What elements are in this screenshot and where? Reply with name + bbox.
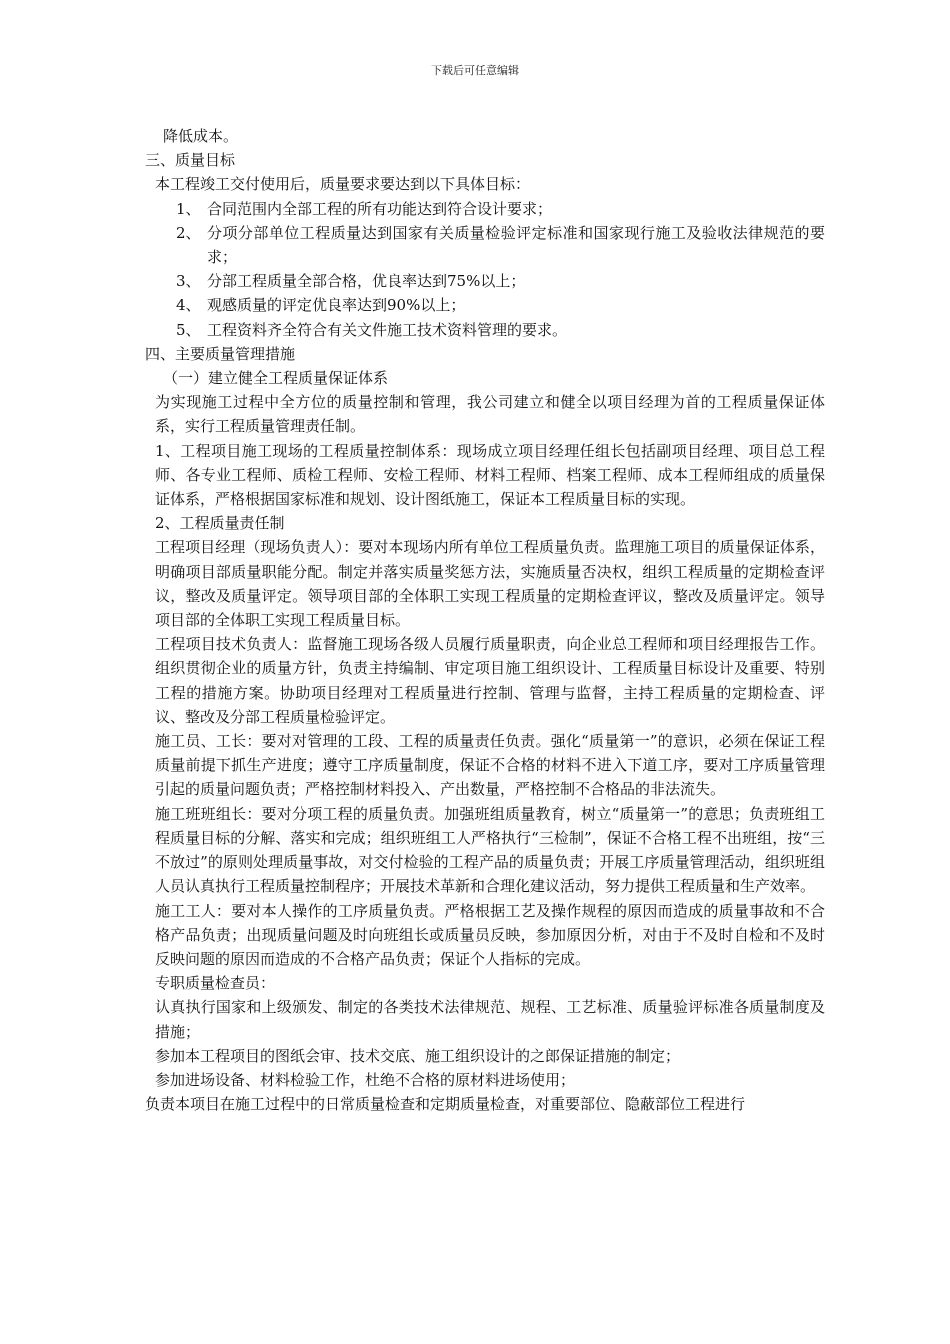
paragraph: 参加进场设备、材料检验工作，杜绝不合格的原材料进场使用； xyxy=(155,1070,576,1089)
goal-number: 3、 xyxy=(176,272,201,291)
goal-number: 4、 xyxy=(176,296,201,315)
paragraph: 本工程竣工交付使用后，质量要求要达到以下具体目标： xyxy=(155,175,531,194)
section-heading-3: 三、质量目标 xyxy=(145,151,236,170)
goal-item-3 xyxy=(145,269,825,293)
document-body xyxy=(145,124,825,1116)
goal-number: 1、 xyxy=(176,199,201,218)
goal-item-5 xyxy=(145,318,825,342)
goal-item-2 xyxy=(145,221,825,269)
goal-number: 5、 xyxy=(176,320,201,339)
paragraph: 1、工程项目施工现场的工程质量控制体系：现场成立项目经理任组长包括副项目经理、项目总工程师、各专业工程师、质检工程师、安检工程师、材料工程师、档案工程师、成本工程师组成的质量保证体系，严格根据国家标准和规划、设计图纸施工，保证本工程质量目标的实现。 xyxy=(155,441,825,509)
goal-text: 分项分部单位工程质量达到国家有关质量检验评定标准和国家现行施工及验收法律规范的要求； xyxy=(207,223,825,267)
paragraph: 负责本项目在施工过程中的日常质量检查和定期质量检查，对重要部位、隐蔽部位工程进行 xyxy=(145,1095,746,1114)
goal-item-4 xyxy=(145,293,825,317)
paragraph: 参加本工程项目的图纸会审、技术交底、施工组织设计的之郎保证措施的制定； xyxy=(155,1046,681,1065)
paragraph: 认真执行国家和上级颁发、制定的各类技术法律规范、规程、工艺标准、质量验评标准各质量制度及措施； xyxy=(155,998,825,1041)
goal-text: 合同范围内全部工程的所有功能达到符合设计要求； xyxy=(207,199,553,218)
goal-item-1 xyxy=(145,197,825,221)
paragraph: 施工员、工长：要对对管理的工段、工程的质量责任负责。强化“质量第一”的意识，必须在保证工程质量前提下抓生产进度；遵守工序质量制度，保证不合格的材料不进入下道工序，要对工序质量管理引起的质量问题负责；严格控制材料投入、产出数量，严格控制不合格品的非法流失。 xyxy=(155,732,825,799)
paragraph: 降低成本。 xyxy=(163,127,239,145)
goal-text: 工程资料齐全符合有关文件施工技术资料管理的要求。 xyxy=(207,320,568,339)
goal-number: 2、 xyxy=(176,223,201,242)
goal-text: 观感质量的评定优良率达到90%以上； xyxy=(207,296,466,315)
paragraph: 施工工人：要对本人操作的工序质量负责。严格根据工艺及操作规程的原因而造成的质量事故和不合格产品负责；出现质量问题及时向班组长或质量员反映，参加原因分析，对由于不及时自检和不及时反映问题的原因而造成的不合格产品负责；保证个人指标的完成。 xyxy=(155,901,825,968)
page-header: 下载后可任意编辑 xyxy=(431,64,519,77)
paragraph: 工程项目技术负责人：监督施工现场各级人员履行质量职责，向企业总工程师和项目经理报告工作。组织贯彻企业的质量方针，负责主持编制、审定项目施工组织设计、工程质量目标设计及重要、特别工程的措施方案。协助项目经理对工程质量进行控制、管理与监督，主持工程质量的定期检查、评议、整改及分部工程质量检验评定。 xyxy=(155,635,825,726)
goal-text: 分部工程质量全部合格，优良率达到75%以上； xyxy=(207,272,526,291)
section-heading-4: 四、主要质量管理措施 xyxy=(145,344,296,363)
paragraph: 为实现施工过程中全方位的质量控制和管理，我公司建立和健全以项目经理为首的工程质量保证体系，实行工程质量管理责任制。 xyxy=(155,393,825,436)
subsection-heading: （一）建立健全工程质量保证体系 xyxy=(163,369,389,388)
paragraph-heading: 2、工程质量责任制 xyxy=(155,514,285,533)
paragraph: 专职质量检查员： xyxy=(155,974,276,993)
paragraph: 工程项目经理（现场负责人）：要对本现场内所有单位工程质量负责。监理施工项目的质量保证体系，明确项目部质量职能分配。制定并落实质量奖惩方法，实施质量否决权，组织工程质量的定期检查评议，整改及质量评定。领导项目部的全体职工实现工程质量的定期检查评议，整改及质量评定。领导项目部的全体职工实现工程质量目标。 xyxy=(155,538,825,630)
paragraph: 施工班班组长：要对分项工程的质量负责。加强班组质量教育，树立“质量第一”的意思；负责班组工程质量目标的分解、落实和完成；组织班组工人严格执行“三检制”，保证不合格工程不出班组，按“三不放过”的原则处理质量事故，对交付检验的工程产品的质量负责；开展工序质量管理活动，组织班组人员认真执行工程质量控制程序；开展技术革新和合理化建议活动，努力提供工程质量和生产效率。 xyxy=(155,804,825,896)
